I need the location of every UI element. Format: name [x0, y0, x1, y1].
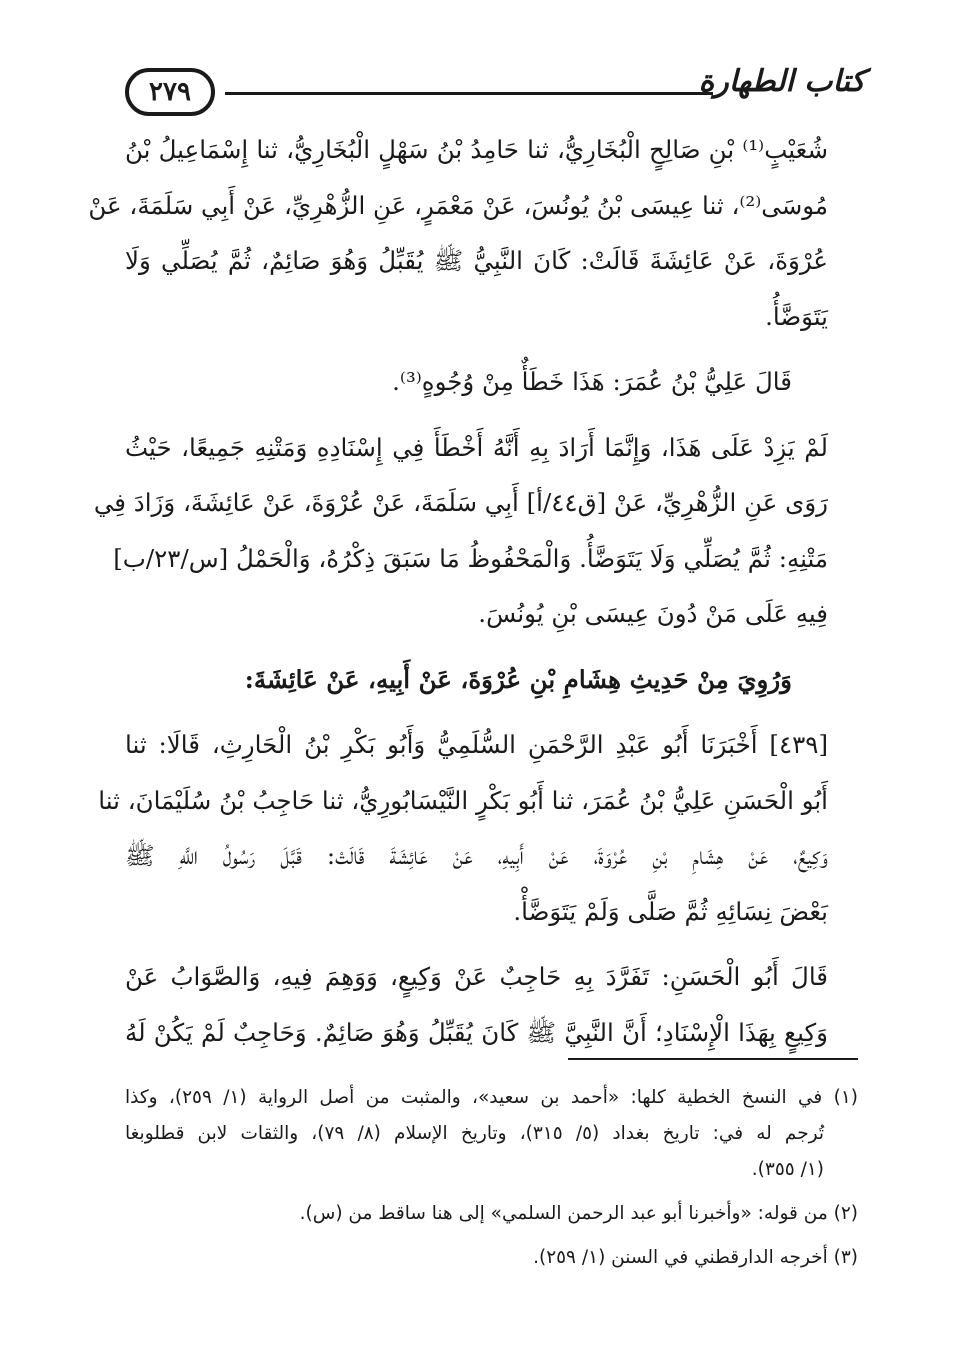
footnote-1-line: (١) في النسخ الخطية كلها: «أحمد بن سعيد»، والمثبت من أصل الرواية (١/ ٢٥٩)، وكذا — [125, 1087, 858, 1108]
hadith-line: [٤٣٩] أَخْبَرَنَا أَبُو عَبْدِ الرَّحْمَنِ السُّلَمِيُّ وَأَبُو بَكْرِ بْنُ الْحَارِثِ، قَالَا: ثنا — [125, 730, 828, 759]
text-line: قَالَ عَلِيُّ بْنُ عُمَرَ: هَذَا خَطَأٌ مِنْ وُجُوهٍ⁽³⁾. — [392, 367, 792, 396]
text-line: مُوسَى⁽²⁾، ثنا عِيسَى بْنُ يُونُسَ، عَنْ مَعْمَرٍ، عَنِ الزُّهْرِيِّ، عَنْ أَبِي سَلَمَةَ، عَنْ — [88, 190, 828, 220]
page-header — [125, 60, 865, 120]
text-line: بَعْضَ نِسَائِهِ ثُمَّ صَلَّى وَلَمْ يَتَوَضَّأْ. — [513, 896, 828, 926]
footnotes — [125, 1080, 858, 1276]
text-line: شُعَيْبٍ⁽¹⁾ بْنِ صَالِحٍ الْبُخَارِيُّ، ثنا حَامِدُ بْنُ سَهْلٍ الْبُخَارِيُّ، ثنا إِسْمَاعِيلُ بْنُ — [125, 135, 828, 164]
book-title: كتاب الطهارة — [698, 64, 865, 99]
footnote-separator — [568, 1058, 858, 1060]
main-text — [88, 122, 828, 1060]
page-number-badge: ٢٧٩ — [125, 68, 215, 116]
text-line: قَالَ أَبُو الْحَسَنِ: تَفَرَّدَ بِهِ حَاجِبٌ عَنْ وَكِيعٍ، وَوَهِمَ فِيهِ، وَالصَّوَابُ عَنْ — [125, 962, 828, 991]
text-line: أَبُو الْحَسَنِ عَلِيُّ بْنُ عُمَرَ، ثنا أَبُو بَكْرٍ النَّيْسَابُورِيُّ، ثنا حَاجِبُ بْنُ سُلَيْمَانَ، ثنا — [98, 785, 828, 815]
text-line: عُرْوَةَ، عَنْ عَائِشَةَ قَالَتْ: كَانَ النَّبِيُّ ﷺ يُقَبِّلُ وَهُوَ صَائِمٌ، ثُمَّ يُصَلِّي وَلَا — [125, 246, 828, 275]
footnote-3: (٣) أخرجه الدارقطني في السنن (١/ ٢٥٩). — [533, 1247, 858, 1268]
footnote-1-line: تُرجم له في: تاريخ بغداد (٥/ ٣١٥)، وتاريخ الإسلام (٨/ ٧٩)، والثقات لابن قطلوبغا — [125, 1123, 825, 1144]
text-line: يَتَوَضَّأُ. — [765, 301, 828, 331]
text-line: فِيهِ عَلَى مَنْ دُونَ عِيسَى بْنِ يُونُسَ. — [478, 599, 828, 628]
header-rule — [225, 92, 713, 95]
text-line: وَكِيعٍ بِهَذَا الْإِسْنَادِ؛ أَنَّ النَّبِيَّ ﷺ كَانَ يُقَبِّلُ وَهُوَ صَائِمٌ. وَحَاجِبٌ لَمْ يَكُنْ لَهُ — [125, 1017, 828, 1047]
text-line: رَوَى عَنِ الزُّهْرِيِّ، عَنْ [ق٤٤/أ] أَبِي سَلَمَةَ، عَنْ عُرْوَةَ، عَنْ عَائِشَةَ، وَزَادَ فِي — [93, 488, 828, 517]
section-heading: وَرُوِيَ مِنْ حَدِيثِ هِشَامِ بْنِ عُرْوَةَ، عَنْ أَبِيهِ، عَنْ عَائِشَةَ: — [244, 664, 792, 694]
footnote-1-line: (١/ ٣٥٥). — [751, 1159, 824, 1180]
text-line: وَكِيعٌ، عَنْ هِشَامِ بْنِ عُرْوَةَ، عَنْ أَبِيهِ، عَنْ عَائِشَةَ قَالَتْ: قَبَّلَ رَسُولُ اللَّهِ ﷺ — [125, 841, 828, 870]
footnote-2: (٢) من قوله: «وأخبرنا أبو عبد الرحمن السلمي» إلى هنا ساقط من (س). — [299, 1203, 858, 1224]
text-line: لَمْ يَزِدْ عَلَى هَذَا، وَإِنَّمَا أَرَادَ بِهِ أَنَّهُ أَخْطَأَ فِي إِسْنَادِهِ وَمَتْنِهِ جَمِيعًا، حَيْثُ — [125, 432, 828, 462]
text-line: مَتْنِهِ: ثُمَّ يُصَلِّي وَلَا يَتَوَضَّأُ. وَالْمَحْفُوظُ مَا سَبَقَ ذِكْرُهُ، وَالْحَمْلُ [س/٢٣/ب] — [113, 543, 828, 573]
